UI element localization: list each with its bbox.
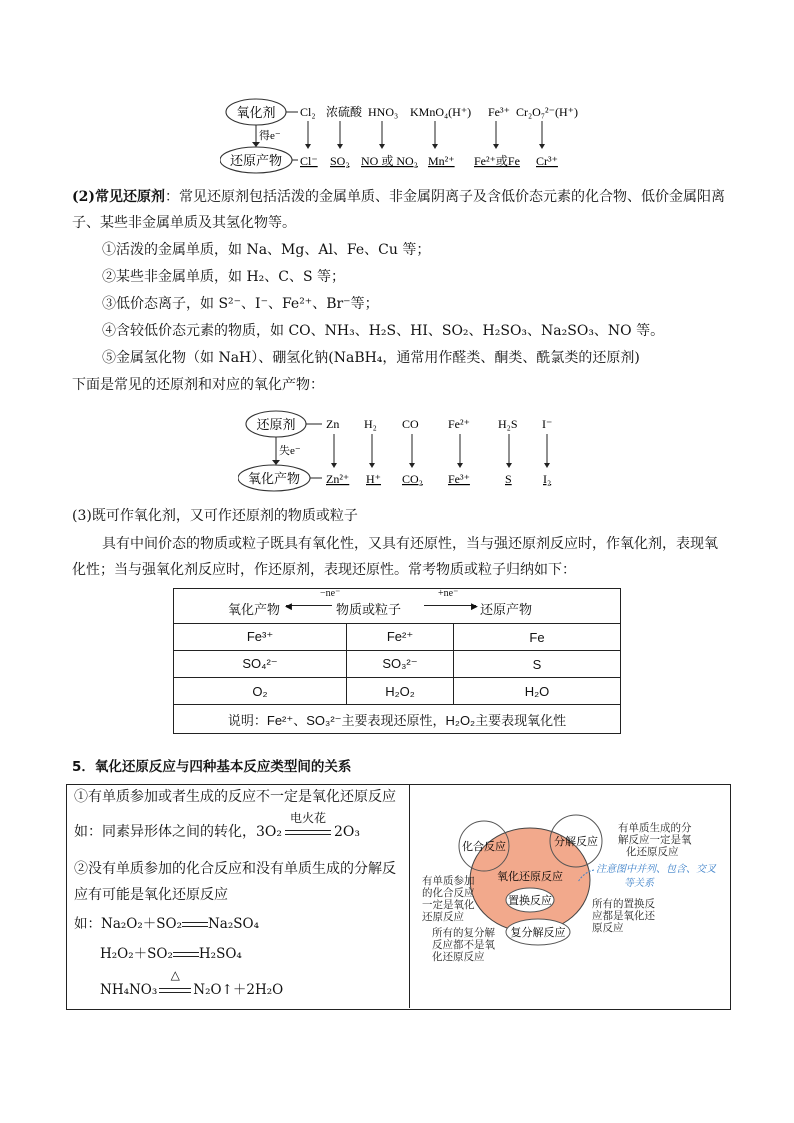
- section3-para-cont: 化性；当与强氧化剂反应时，作还原剂，表现还原性。常考物质或粒子归纳如下：: [72, 562, 576, 578]
- handwritten-note: 等关系: [624, 878, 654, 889]
- reduction-product-label: 还原产物: [229, 153, 283, 168]
- equals-sign-icon: [173, 952, 199, 957]
- oxidizer-diagram: [220, 96, 590, 180]
- table-cell: O₂: [174, 678, 347, 705]
- oxidizer-agents: [300, 104, 578, 119]
- product: S: [505, 472, 512, 486]
- product: I₂: [543, 472, 552, 486]
- agent: 浓硫酸: [326, 105, 363, 119]
- table-cell: SO₃²⁻: [347, 651, 454, 678]
- table-note-row: [174, 705, 621, 734]
- note-left: 的化合反应: [422, 888, 475, 899]
- equals-sign-icon: [159, 988, 191, 993]
- list-item: ①活泼的金属单质，如 Na、Mg、Al、Fe、Cu 等；: [102, 242, 431, 258]
- gain-electron-label: 得e⁻: [259, 130, 281, 142]
- table-cell: H₂O: [454, 678, 621, 705]
- agent: Fe³⁺: [488, 105, 510, 119]
- note-top-right: 有单质生成的分: [618, 823, 692, 834]
- handwritten-note: 注意图中并列、包含、交叉: [596, 864, 716, 875]
- header-substance: 物质或粒子: [336, 602, 402, 617]
- section3-heading: (3)既可作氧化剂，又可作还原剂的物质或粒子: [72, 508, 358, 524]
- double-decomposition-label: 复分解反应: [510, 927, 566, 939]
- eq2-lhs: H₂O₂＋SO₂: [100, 946, 173, 962]
- decomposition-label: 分解反应: [554, 836, 598, 848]
- note-left: 还原反应: [422, 912, 464, 923]
- section5-divider: [409, 784, 410, 1008]
- arrowhead-left-icon: ◀: [285, 601, 292, 611]
- eq3-lhs: NH₄NO₃: [100, 982, 158, 998]
- example1-lhs: 3O₂: [256, 824, 282, 840]
- note-bottom-left: 所有的复分解: [432, 928, 495, 939]
- combination-label: 化合反应: [462, 841, 506, 853]
- header-left-arrow-label: −ne⁻: [320, 588, 341, 599]
- point2-line2: 应有可能是氧化还原反应: [74, 887, 228, 903]
- note-bottom-right: 应都是氧化还: [592, 911, 655, 922]
- equals-sign-icon: [285, 830, 331, 835]
- agent: H₂S: [498, 417, 518, 431]
- example1-rhs: 2O₃: [334, 824, 360, 840]
- reducer-label: 还原剂: [256, 417, 296, 432]
- table-cell: Fe³⁺: [174, 624, 347, 651]
- eq1-lhs: Na₂O₂＋SO₂: [101, 916, 182, 932]
- reducer-diagram: [238, 408, 568, 494]
- list-item: ④含较低价态元素的物质，如 CO、NH₃、H₂S、HI、SO₂、H₂SO₃、Na₂SO₃、NO 等。: [102, 323, 665, 339]
- agent: CO: [402, 417, 419, 431]
- arrow-down-icon: [252, 142, 260, 147]
- table-row: [174, 678, 621, 705]
- product: Fe³⁺: [448, 472, 470, 486]
- table-row: [174, 624, 621, 651]
- table-note: 说明：Fe²⁺、SO₃²⁻主要表现还原性，H₂O₂主要表现氧化性: [174, 705, 621, 734]
- note-top-right: 化还原反应: [626, 847, 679, 858]
- example1: [74, 811, 360, 842]
- section5-title: 5．氧化还原反应与四种基本反应类型间的关系: [72, 759, 352, 775]
- agent: Fe²⁺: [448, 417, 470, 431]
- product: SO₂: [330, 154, 350, 168]
- header-reduction-product: 还原产物: [480, 602, 533, 617]
- note-top-right: 解反应一定是氧: [618, 835, 692, 846]
- agent: HNO₃: [368, 105, 399, 119]
- reaction-relationship-diagram: [412, 786, 726, 1006]
- section3-para: 具有中间价态的物质或粒子既具有氧化性，又具有还原性，当与强还原剂反应时，作氧化剂，表现氧: [102, 536, 718, 552]
- heat-condition-label: △: [170, 968, 180, 982]
- oxidation-product-label: 氧化产物: [247, 471, 301, 486]
- table-cell: Fe: [454, 624, 621, 651]
- list-item: ⑤金属氢化物（如 NaH）、硼氢化钠(NaBH₄，通常用作醛类、酮类、酰氯类的还原剂): [102, 350, 640, 366]
- eq2-rhs: H₂SO₄: [198, 946, 242, 962]
- table-cell: H₂O₂: [347, 678, 454, 705]
- agent: KMnO₄(H⁺): [410, 105, 472, 119]
- note-left: 有单质参加: [422, 876, 475, 887]
- section2-intro: [72, 184, 732, 210]
- product: Cr³⁺: [536, 154, 558, 168]
- note-bottom-right: 所有的置换反: [592, 899, 655, 910]
- table-header-row: [174, 589, 621, 624]
- product: CO₂: [402, 472, 423, 486]
- section2-intro-text: ：常见还原剂包括活泼的金属单质、非金属阴离子及含低价态元素的化合物、低价金属阳离: [165, 189, 725, 205]
- table-cell: S: [454, 651, 621, 678]
- note-bottom-left: 化还原反应: [432, 952, 485, 963]
- point2-line1: ②没有单质参加的化合反应和没有单质生成的分解反: [74, 861, 396, 877]
- product: H⁺: [366, 472, 381, 486]
- equation-2: [100, 942, 242, 962]
- oxidizer-products: [300, 154, 558, 168]
- eq3-rhs: N₂O↑＋2H₂O: [193, 982, 284, 998]
- arrow-right-icon: [424, 605, 476, 606]
- note-left: 一定是氧化: [422, 900, 475, 911]
- displacement-label: 置换反应: [508, 895, 552, 907]
- table-row: [174, 651, 621, 678]
- product: Mn²⁺: [428, 154, 455, 168]
- table-cell: Fe²⁺: [347, 624, 454, 651]
- arrow-down-icon: [272, 460, 280, 465]
- lose-electron-label: 失e⁻: [279, 445, 301, 457]
- agent: I⁻: [542, 417, 553, 431]
- equals-sign-icon: [182, 922, 208, 927]
- header-oxidation-product: 氧化产物: [228, 602, 281, 617]
- eq1-prefix: 如：: [74, 916, 101, 932]
- point1: ①有单质参加或者生成的反应不一定是氧化还原反应: [74, 789, 396, 805]
- equation-3: [100, 968, 284, 998]
- reducer-intro: 下面是常见的还原剂和对应的氧化产物：: [72, 377, 324, 393]
- arrow-left-icon: [286, 605, 332, 606]
- agent: Cr₂O₇²⁻(H⁺): [516, 105, 578, 119]
- product: Cl⁻: [300, 154, 318, 168]
- equation-1: [74, 912, 259, 932]
- product: NO 或 NO₂: [361, 154, 418, 168]
- oxidizer-label: 氧化剂: [236, 105, 276, 120]
- example1-prefix: 如：同素异形体之间的转化，: [74, 824, 256, 840]
- eq1-rhs: Na₂SO₄: [207, 916, 259, 932]
- list-item: ③低价态离子，如 S²⁻、I⁻、Fe²⁺、Br⁻等；: [102, 296, 379, 312]
- section2-heading: (2)常见还原剂: [72, 189, 165, 205]
- condition-label: 电火花: [289, 811, 326, 825]
- product: Fe²⁺或Fe: [474, 154, 520, 168]
- product: Zn²⁺: [326, 472, 350, 486]
- agent: Zn: [326, 417, 340, 431]
- header-right-arrow-label: +ne⁻: [438, 588, 459, 599]
- list-item: ②某些非金属单质，如 H₂、C、S 等；: [102, 269, 346, 285]
- agent: Cl₂: [300, 105, 316, 119]
- agent: H₂: [364, 417, 377, 431]
- note-bottom-left: 反应都不是氧: [432, 940, 495, 951]
- redox-label: 氧化还原反应: [497, 871, 563, 883]
- properties-table: [173, 588, 621, 734]
- section2-intro-cont: 子、某些非金属单质及其氢化物等。: [72, 215, 296, 231]
- note-bottom-right: 原反应: [592, 923, 624, 934]
- table-cell: SO₄²⁻: [174, 651, 347, 678]
- arrowhead-right-icon: ▶: [471, 601, 478, 611]
